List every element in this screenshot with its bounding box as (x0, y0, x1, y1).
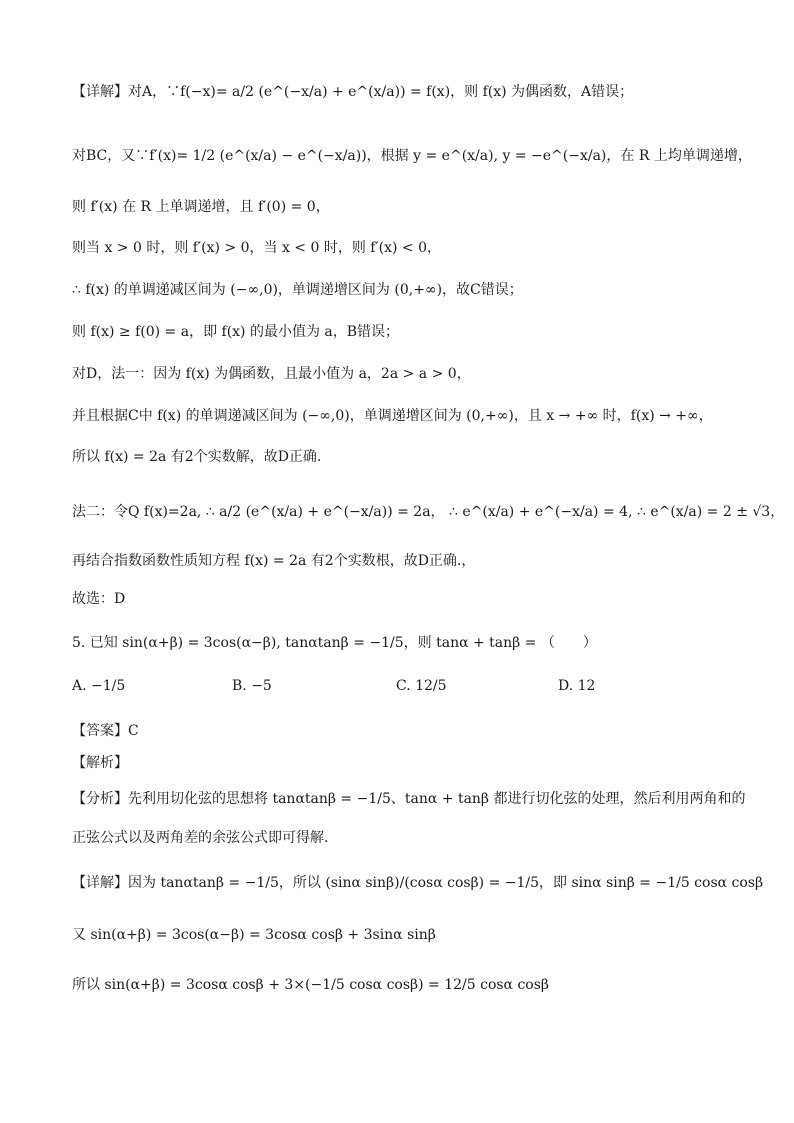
detail-line-3: 所以 sin(α+β) = 3cosα cosβ + 3×(−1/5 cosα cosβ) = 12/5 cosα cosβ (72, 977, 550, 993)
min-value-line: 则 f(x) ≥ f(0) = a，即 f(x) 的最小值为 a，B错误； (72, 324, 400, 340)
question-5: 5. 已知 sin(α+β) = 3cos(α−β), tanαtanβ = −1/5，则 tanα + tanβ = （ ） (72, 635, 597, 651)
analysis-line-2: 正弦公式以及两角差的余弦公式即可得解. (72, 830, 329, 846)
option-a: A. −1/5 (72, 678, 126, 694)
derivative-increasing-line: 则 f′(x) 在 R 上单调递增，且 f′(0) = 0， (72, 199, 330, 215)
sign-line: 则当 x > 0 时，则 f′(x) > 0，当 x < 0 时，则 f′(x) < 0， (72, 240, 442, 256)
detail-line-2: 又 sin(α+β) = 3cos(α−β) = 3cosα cosβ + 3sinα sinβ (72, 927, 436, 943)
detail-d-method1-line: 对D，法一：因为 f(x) 为偶函数，且最小值为 a，2a > a > 0， (72, 366, 471, 382)
option-d: D. 12 (558, 678, 596, 694)
option-c: C. 12/5 (396, 678, 447, 694)
method1-conclusion-line: 所以 f(x) = 2a 有2个实数解，故D正确. (72, 449, 322, 465)
choice-line: 故选：D (72, 591, 126, 607)
analysis-heading: 【解析】 (72, 755, 128, 771)
method2-line: 法二：令Q f(x)=2a, ∴ a/2 (e^(x/a) + e^(−x/a)) = 2a， ∴ e^(x/a) + e^(−x/a) = 4, ∴ e^(x/a) = 2 ± √3， (72, 504, 785, 520)
detail-line-1: 【详解】因为 tanαtanβ = −1/5，所以 (sinα sinβ)/(cosα cosβ) = −1/5，即 sinα sinβ = −1/5 cosα cosβ (72, 875, 764, 891)
answer-line: 【答案】C (72, 723, 139, 739)
analysis-line-1: 【分析】先利用切化弦的思想将 tanαtanβ = −1/5、tanα + tanβ 都进行切化弦的处理，然后利用两角和的 (72, 791, 746, 807)
monotonic-interval-line: ∴ f(x) 的单调递减区间为 (−∞,0)，单调递增区间为 (0,+∞)，故C错误； (72, 282, 523, 298)
method2-conclusion-line: 再结合指数函数性质知方程 f(x) = 2a 有2个实数根，故D正确.， (72, 553, 476, 569)
method1-continued-line: 并且根据C中 f(x) 的单调递减区间为 (−∞,0)，单调递增区间为 (0,+∞)，且 x → +∞ 时，f(x) → +∞， (72, 408, 713, 424)
detail-bc-line: 对BC，又∵f′(x)= 1/2 (e^(x/a) − e^(−x/a))，根据 y = e^(x/a), y = −e^(−x/a)，在 R 上均单调递增， (72, 148, 752, 164)
detail-a-line: 【详解】对A，∵f(−x)= a/2 (e^(−x/a) + e^(x/a)) = f(x)，则 f(x) 为偶函数，A错误； (72, 84, 634, 100)
option-b: B. −5 (232, 678, 272, 694)
